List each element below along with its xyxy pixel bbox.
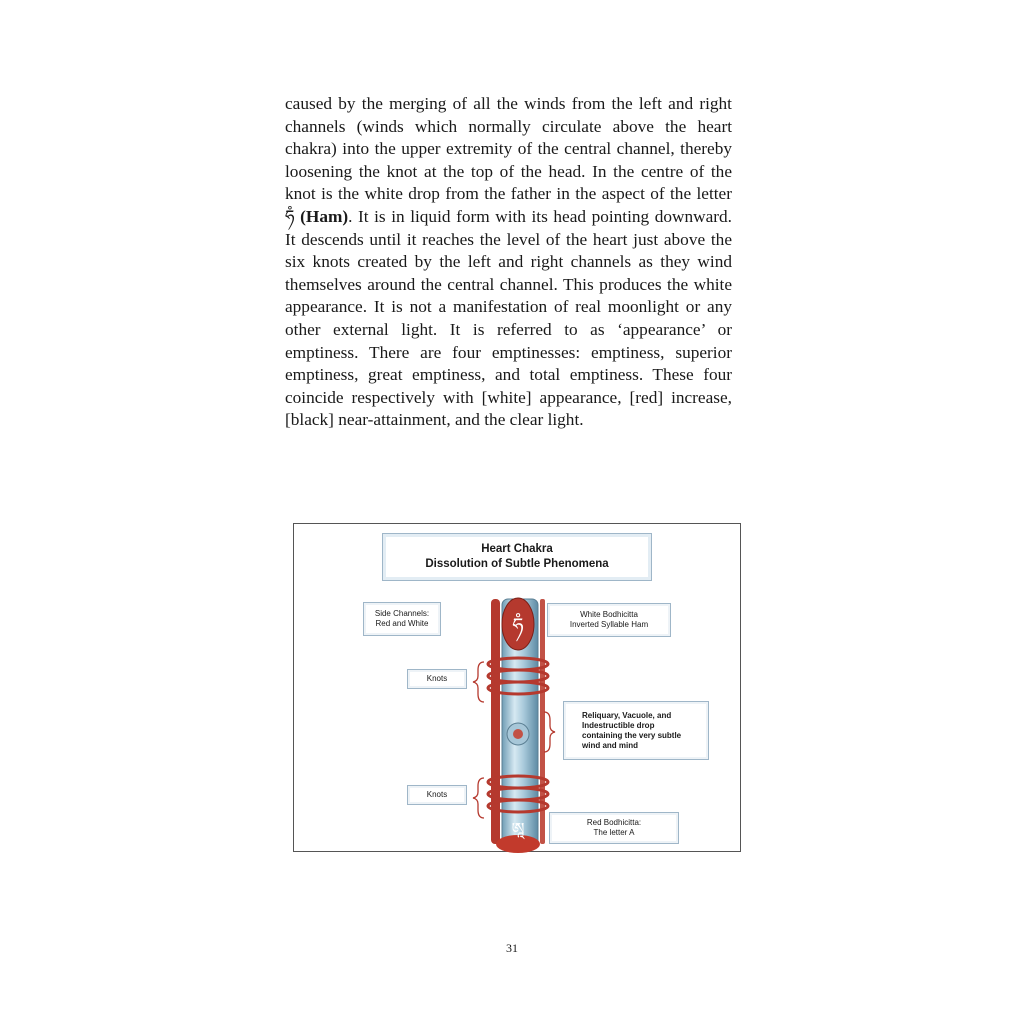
knots-upper-label [407,669,467,689]
knots-lower-text: Knots [426,790,448,799]
heart-chakra-figure [293,523,741,852]
figure-title-line2: Dissolution of Subtle Phenomena [425,558,609,570]
side-channels-line1: Side Channels: [374,609,430,618]
white-bodhicitta-label [547,603,671,637]
lower-knots-brace [473,778,484,818]
figure-title-line1: Heart Chakra [481,543,553,555]
body-text [285,93,732,432]
body-paragraph [285,93,732,432]
red-bodhicitta-line1: Red Bodhicitta: [586,818,642,827]
side-channels-line2: Red and White [375,619,429,628]
white-bodhicitta-line2: Inverted Syllable Ham [569,620,649,629]
indestructible-drop-center [513,729,523,739]
reliquary-line1: Reliquary, Vacuole, and [582,710,672,720]
reliquary-line4: wind and mind [582,740,638,750]
left-red-channel [491,599,500,844]
white-bodhicitta-line1: White Bodhicitta [580,610,638,619]
knots-upper-text: Knots [426,674,448,683]
side-channels-label [363,602,441,636]
reliquary-label [563,701,709,760]
ham-letter-glyph: ཧཾ [285,206,295,227]
reliquary-line2: Indestructible drop [582,720,655,730]
top-syllable-mark: ཧཾ [512,613,524,637]
ham-label: (Ham) [300,206,349,226]
red-bodhicitta-line2: The letter A [593,828,635,837]
red-bodhicitta-label [549,812,679,844]
body-text-part1: caused by the merging of all the winds from the left and right channels (winds which normally circulate above the heart chakra) into the upper extremity of the central channel, thereby loosening the knot at the top of the head. In the centre of the knot is the white drop from the father in the aspect of the letter [285,94,732,204]
bottom-syllable-mark: ཨཱ [511,819,525,838]
reliquary-brace [544,712,555,752]
reliquary-line3: containing the very subtle [582,730,682,740]
body-text-part2: . It is in liquid form with its head pointing downward. It descends until it reaches the level of the heart just above the six knots created by the left and right channels as they wind themselves around the central channel. This produces the white appearance. It is not a manifestation of real moonlight or any other external light. It is referred to as ‘appearance’ or emptiness. There are four emptinesses: emptiness, superior emptiness, great emptiness, and total emptiness. These four coincide respectively with [white] appearance, [red] increase, [black] near-attainment, and the clear light. [285,206,732,430]
right-red-channel [540,599,545,844]
page-number: 31 [506,941,518,955]
knots-lower-label [407,785,467,805]
central-channel-diagram [294,524,742,853]
upper-knots-brace [473,662,484,702]
